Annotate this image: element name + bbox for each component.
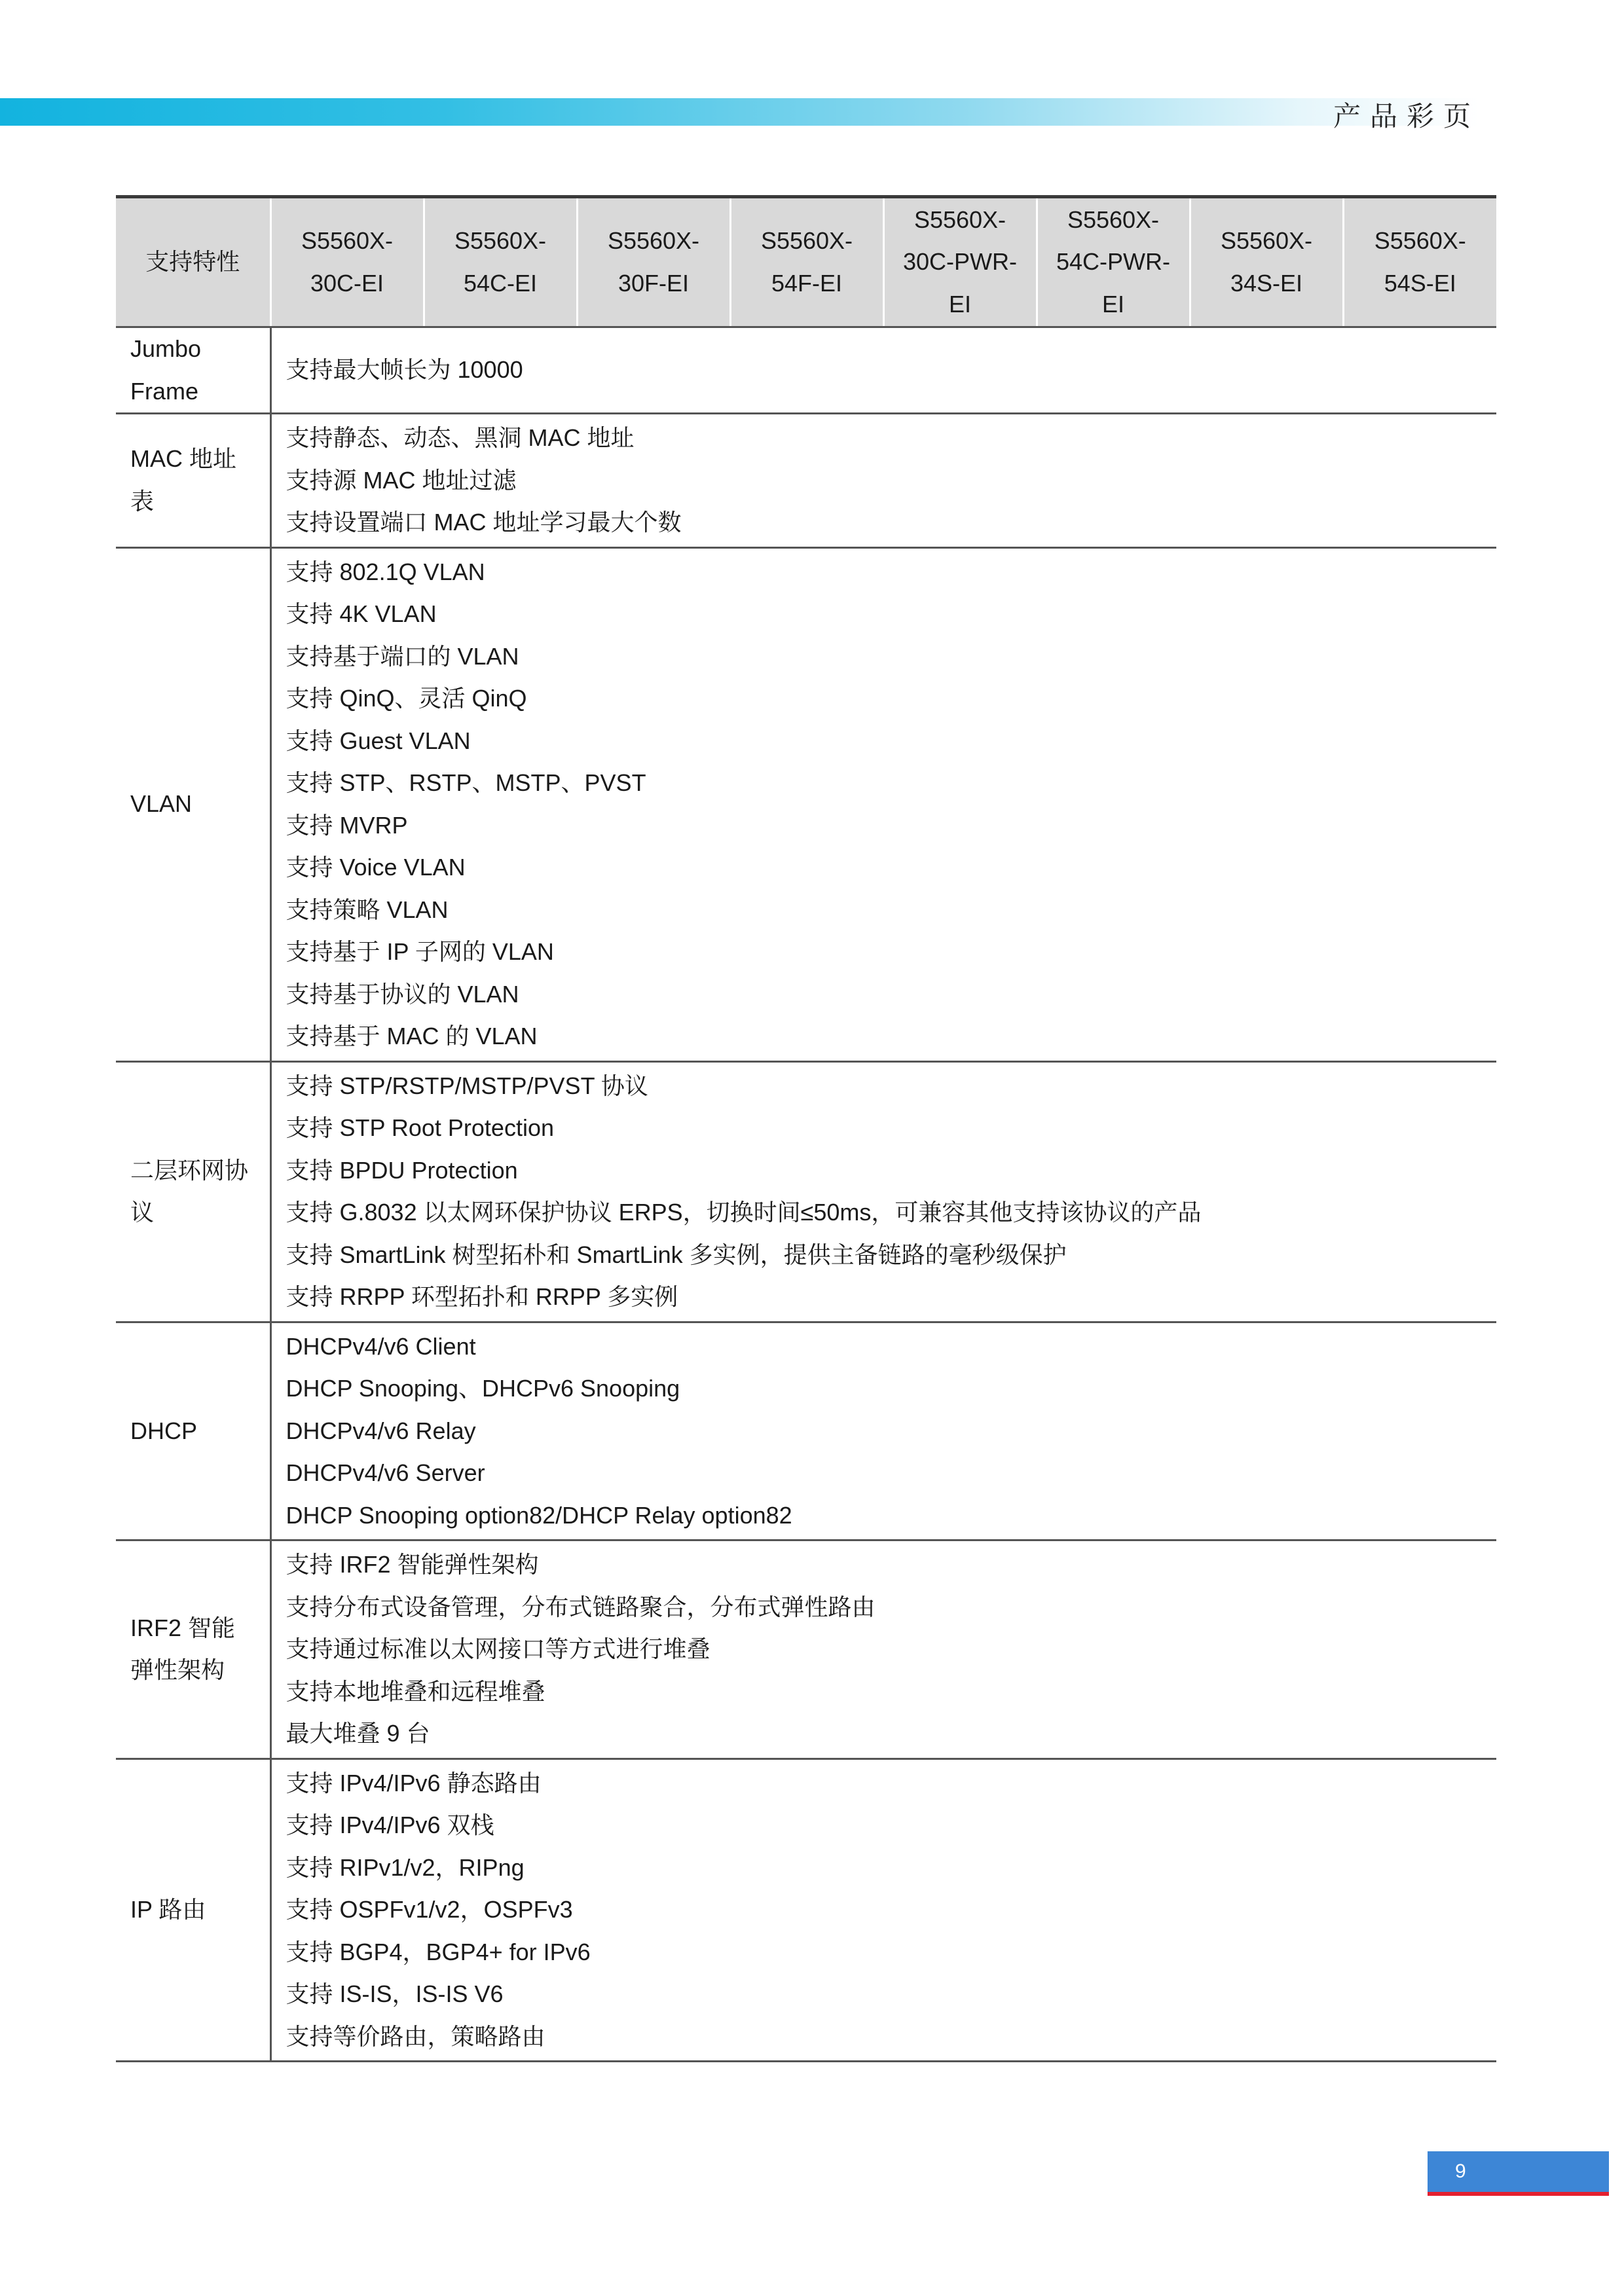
feature-value-line: 支持 QinQ、灵活 QinQ [286,685,527,712]
model-column-header: S5560X- 54S-EI [1343,197,1496,327]
feature-values [270,547,1496,1061]
feature-values [270,1061,1496,1322]
feature-name: MAC 地址 表 [116,414,270,548]
table-row [116,1758,1496,2062]
feature-value-line: 支持分布式设备管理，分布式链路聚合，分布式弹性路由 [286,1593,876,1620]
feature-value-line: 支持 STP/RSTP/MSTP/PVST 协议 [286,1072,648,1099]
feature-value-line: DHCPv4/v6 Server [286,1459,485,1486]
model-column-header: S5560X- 54C-PWR- EI [1037,197,1190,327]
model-column-header: S5560X- 30C-EI [270,197,424,327]
feature-value-line: DHCPv4/v6 Relay [286,1417,476,1444]
feature-value-line: 支持 IRF2 智能弹性架构 [286,1551,539,1578]
feature-name: IRF2 智能 弹性架构 [116,1540,270,1759]
feature-value-line: 支持 RRPP 环型拓扑和 RRPP 多实例 [286,1283,678,1310]
table-row [116,414,1496,548]
header-gradient-band [0,98,1480,126]
feature-column-header: 支持特性 [116,197,270,327]
feature-value-line: 支持 RIPv1/v2，RIPng [286,1853,525,1881]
feature-value-line: 支持基于协议的 VLAN [286,980,519,1008]
feature-value-line: 支持 G.8032 以太网环保护协议 ERPS，切换时间≤50ms，可兼容其他支持该协议的产品 [286,1199,1202,1226]
feature-values [270,1322,1496,1540]
table-row [116,1322,1496,1540]
feature-value-line: 支持最大帧长为 10000 [286,356,523,384]
feature-value-line: 支持 IPv4/IPv6 双栈 [286,1812,494,1838]
feature-value-line: DHCP Snooping option82/DHCP Relay option82 [286,1501,792,1529]
spec-table [116,195,1496,2062]
feature-value-line: 支持设置端口 MAC 地址学习最大个数 [286,509,682,536]
feature-value-line: 支持通过标准以太网接口等方式进行堆叠 [286,1635,710,1662]
feature-value-line: DHCPv4/v6 Client [286,1332,476,1360]
feature-values [270,1758,1496,2062]
feature-value-line: 支持策略 VLAN [286,896,449,923]
feature-value-line: 支持 OSPFv1/v2，OSPFv3 [286,1896,573,1923]
feature-value-line: DHCP Snooping、DHCPv6 Snooping [286,1375,680,1402]
feature-value-line: 最大堆叠 9 台 [286,1720,430,1747]
feature-value-line: 支持 BGP4，BGP4+ for IPv6 [286,1938,591,1965]
table-header-row [116,197,1496,327]
model-column-header: S5560X- 30C-PWR- EI [883,197,1037,327]
feature-name: 二层环网协 议 [116,1061,270,1322]
feature-value-line: 支持 4K VLAN [286,600,437,627]
feature-value-line: 支持 Guest VLAN [286,727,471,754]
page-header-title: 产品彩页 [1333,100,1480,132]
page-number: 9 [1428,2151,1609,2192]
feature-value-line: 支持基于端口的 VLAN [286,642,519,670]
model-column-header: S5560X- 54C-EI [424,197,577,327]
feature-name: VLAN [116,547,270,1061]
model-column-header: S5560X- 30F-EI [577,197,730,327]
feature-value-line: 支持 802.1Q VLAN [286,558,485,585]
feature-value-line: 支持 SmartLink 树型拓朴和 SmartLink 多实例，提供主备链路的毫秒级保护 [286,1241,1067,1268]
feature-name: Jumbo Frame [116,327,270,414]
feature-name: DHCP [116,1322,270,1540]
model-column-header: S5560X- 54F-EI [730,197,883,327]
table-row [116,547,1496,1061]
table-body [116,327,1496,2062]
feature-value-line: 支持 STP、RSTP、MSTP、PVST [286,769,646,796]
feature-value-line: 支持 BPDU Protection [286,1156,518,1184]
feature-values [270,1540,1496,1759]
feature-values [270,327,1496,414]
feature-value-line: 支持 IPv4/IPv6 静态路由 [286,1769,542,1796]
model-column-header: S5560X- 34S-EI [1190,197,1343,327]
table-row [116,1540,1496,1759]
feature-value-line: 支持基于 MAC 的 VLAN [286,1023,538,1049]
feature-value-line: 支持 MVRP [286,811,408,839]
feature-value-line: 支持源 MAC 地址过滤 [286,466,517,494]
page-number-underline [1428,2192,1609,2196]
feature-value-line: 支持 STP Root Protection [286,1114,555,1141]
table-row [116,1061,1496,1322]
feature-value-line: 支持 Voice VLAN [286,854,466,881]
feature-value-line: 支持静态、动态、黑洞 MAC 地址 [286,424,635,451]
feature-value-line: 支持 IS-IS，IS-IS V6 [286,1980,504,2007]
feature-name: IP 路由 [116,1758,270,2062]
feature-value-line: 支持基于 IP 子网的 VLAN [286,938,554,965]
feature-values [270,414,1496,548]
feature-value-line: 支持本地堆叠和远程堆叠 [286,1677,545,1705]
table-row [116,327,1496,414]
feature-value-line: 支持等价路由，策略路由 [286,2022,545,2050]
